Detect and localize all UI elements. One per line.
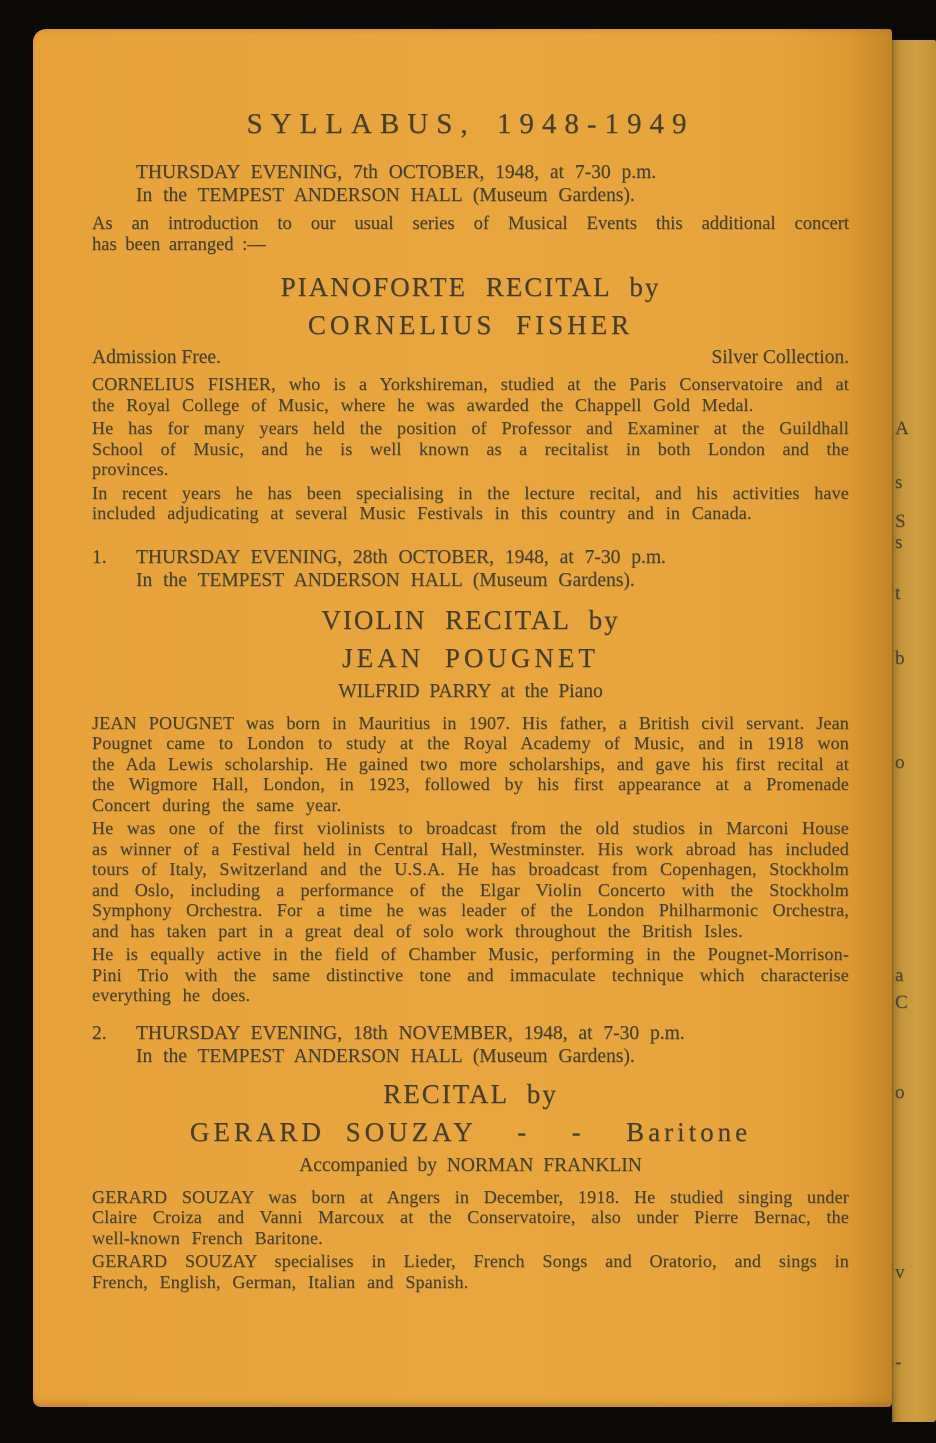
bio-paragraph: GERARD SOUZAY specialises in Lieder, French Songs and Oratorio, and sings in French, English, German, Italian and Spanish.: [92, 1251, 849, 1292]
page-title: SYLLABUS, 1948-1949: [246, 108, 695, 140]
event-date-line: THURSDAY EVENING, 18th NOVEMBER, 1948, at 7-30 p.m.: [136, 1022, 685, 1044]
recital-heading-artist: CORNELIUS FISHER: [307, 310, 634, 340]
event-number: 1.: [92, 546, 107, 568]
accompanist-line: Accompanied by NORMAN FRANKLIN: [299, 1154, 642, 1176]
opening-note-line1: As an introduction to our usual series of Musical Events this additional concert: [92, 214, 849, 234]
recital-heading-artist: JEAN POUGNET: [342, 642, 599, 673]
bio-paragraph: He is equally active in the field of Chamber Music, performing in the Pougnet-Morrison-Pini Trio with the same distinctive tone and immaculate technique which characterise everything he does.: [92, 944, 849, 1005]
adjacent-page-text-fragment: b: [895, 648, 905, 669]
bio-paragraph: JEAN POUGNET was born in Mauritius in 1907. His father, a British civil servant. Jean Pougnet came to London to study at the Royal Academy of Music, and in 1918 won the Ada Lewis scholarship. He gained two more scholarships, and gave his first recital at the Wigmore Hall, London, in 1923, followed by his first appearance at a Promenade Concert during the same year.: [92, 712, 849, 815]
accompanist-line: WILFRID PARRY at the Piano: [338, 680, 603, 702]
adjacent-page-text-fragment: s: [895, 532, 903, 553]
adjacent-page-text-fragment: t: [895, 583, 901, 604]
adjacent-page-edge: [892, 40, 936, 1422]
adjacent-page-text-fragment: -: [895, 1352, 902, 1373]
adjacent-page-text-fragment: A: [895, 418, 909, 439]
page-content: [92, 29, 849, 1292]
adjacent-page-text-fragment: a: [895, 965, 904, 986]
event-heading: [92, 1022, 849, 1045]
adjacent-page-text-fragment: C: [895, 992, 908, 1013]
recital-section-pianoforte: [92, 271, 849, 524]
recital-heading-type: PIANOFORTE RECITAL by: [280, 272, 661, 302]
recital-heading-type: VIOLIN RECITAL by: [321, 604, 620, 635]
syllabus-page: [33, 29, 892, 1407]
silver-collection-label: Silver Collection.: [711, 347, 849, 368]
recital-section-baritone: [92, 1022, 849, 1293]
adjacent-page-text-fragment: o: [895, 1082, 905, 1103]
artist-biography: [92, 374, 849, 524]
event-heading: [92, 546, 849, 569]
event-venue-line: In the TEMPEST ANDERSON HALL (Museum Gardens).: [136, 1045, 635, 1067]
event-date-line: THURSDAY EVENING, 28th OCTOBER, 1948, at 7-30 p.m.: [136, 546, 666, 568]
recital-section-violin: [92, 546, 849, 1006]
artist-biography: [92, 1187, 849, 1293]
bio-paragraph: CORNELIUS FISHER, who is a Yorkshireman, studied at the Paris Conservatoire and at the Royal College of Music, where he was awarded the Chappell Gold Medal.: [92, 374, 849, 415]
adjacent-page-text-fragment: s: [895, 472, 903, 493]
recital-heading-artist: GERARD SOUZAY - - Baritone: [189, 1116, 752, 1147]
admission-row: [92, 347, 849, 369]
opening-note-line2: has been arranged :—: [92, 234, 266, 255]
bio-paragraph: He has for many years held the position of Professor and Examiner at the Guildhall School of Music, and he is well known as a recitalist in both London and the provinces.: [92, 418, 849, 479]
bio-paragraph: He was one of the first violinists to broadcast from the old studios in Marconi House as winner of a Festival held in Central Hall, Westminster. His work abroad has included tours of Italy, Switzerland and the U.S.A. He has broadcast from Copenhagen, Stockholm and Oslo, including a performance of the Elgar Violin Concerto with the Stockholm Symphony Orchestra. For a time he was leader of the London Philharmonic Orchestra, and has taken part in a great deal of solo work throughout the British Isles.: [92, 818, 849, 941]
recital-heading-type: RECITAL by: [383, 1078, 558, 1109]
opening-venue-line: In the TEMPEST ANDERSON HALL (Museum Gardens).: [136, 185, 635, 206]
event-number: 2.: [92, 1022, 107, 1044]
event-venue-line: In the TEMPEST ANDERSON HALL (Museum Gardens).: [136, 569, 635, 591]
admission-free-label: Admission Free.: [92, 347, 221, 368]
opening-date-line: THURSDAY EVENING, 7th OCTOBER, 1948, at 7-30 p.m.: [136, 162, 657, 183]
adjacent-page-text-fragment: v: [895, 1262, 905, 1283]
bio-paragraph: GERARD SOUZAY was born at Angers in December, 1918. He studied singing under Claire Croiza and Vanni Marcoux at the Conservatoire, also under Pierre Bernac, the well-known French Baritone.: [92, 1186, 849, 1248]
adjacent-page-text-fragment: o: [895, 752, 905, 773]
bio-paragraph: In recent years he has been specialising in the lecture recital, and his activities have included adjudicating at several Music Festivals in this country and in Canada.: [92, 482, 849, 523]
adjacent-page-text-fragment: S: [895, 511, 906, 532]
artist-biography: [92, 713, 849, 1006]
